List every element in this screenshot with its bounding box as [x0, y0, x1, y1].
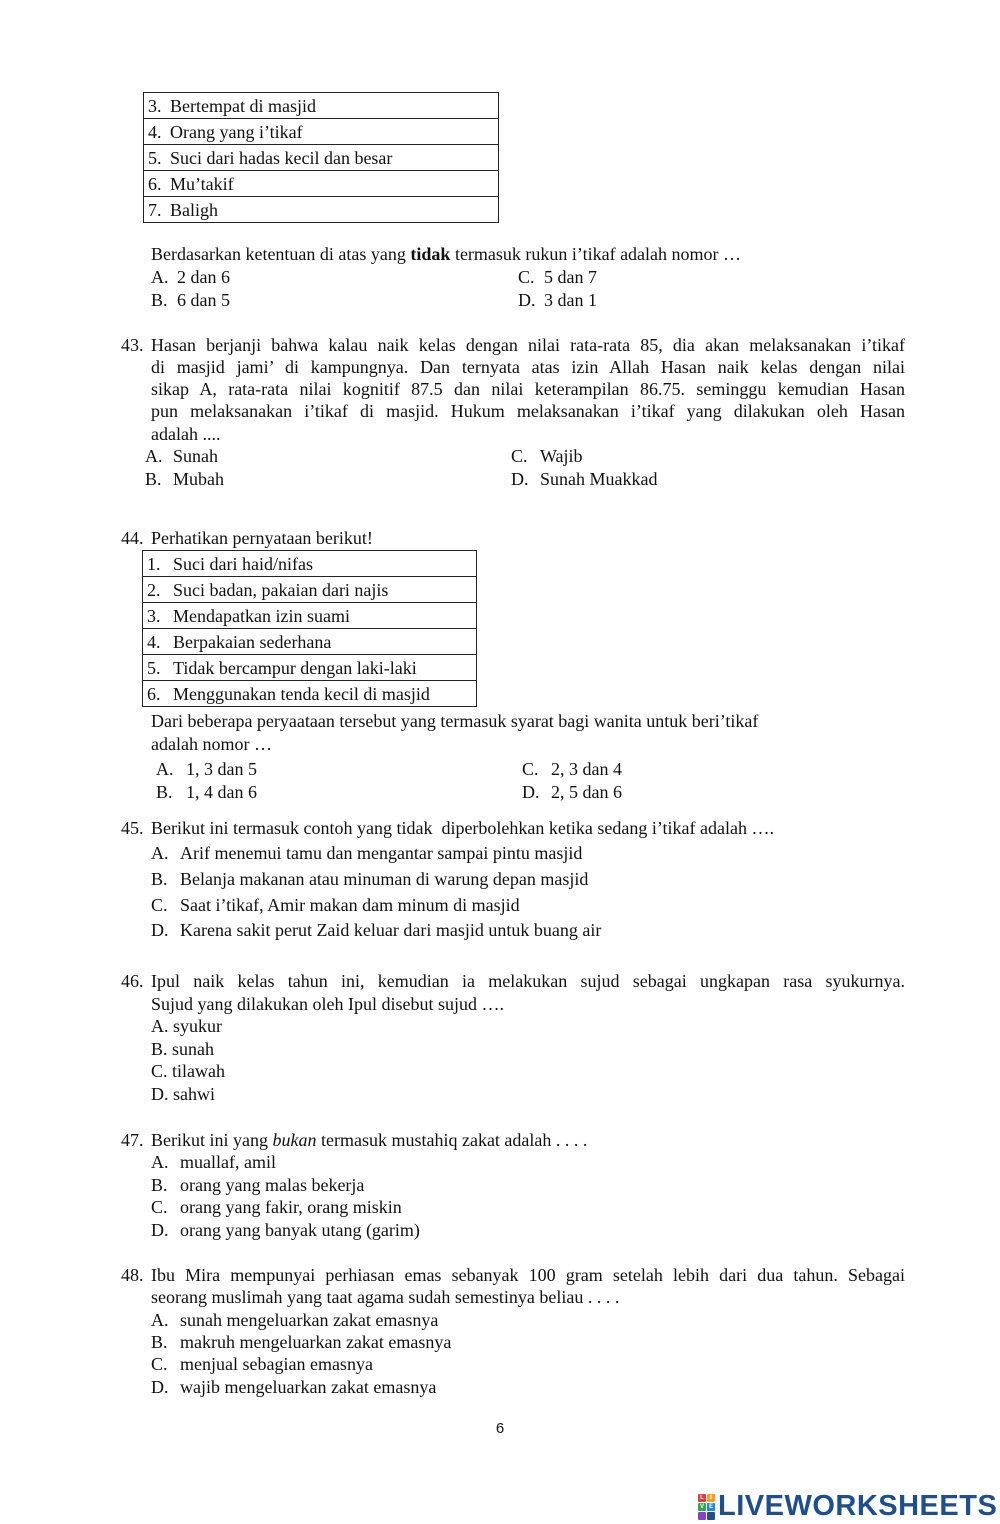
q46-number: 46.	[121, 971, 144, 991]
q44-after-line: adalah nomor …	[151, 734, 272, 754]
q42-option-d[interactable]: D. 3 dan 1	[518, 290, 597, 310]
table-row: 5. Tidak bercampur dengan laki-laki	[143, 655, 477, 681]
q45-stem: Berikut ini termasuk contoh yang tidak diperbolehkan ketika sedang i’tikaf adalah ….	[151, 818, 774, 838]
q44-number: 44.	[121, 528, 144, 548]
q43-stem-line: adalah ....	[151, 424, 221, 444]
q46-option-d[interactable]: D. sahwi	[151, 1084, 215, 1104]
q46-stem-line: Ipul naik kelas tahun ini, kemudian ia melakukan sujud sebagai ungkapan rasa syukurnya.	[151, 971, 905, 991]
q44-option-d[interactable]: D. 2, 5 dan 6	[522, 782, 622, 802]
q43-stem-line: Hasan berjanji bahwa kalau naik kelas dengan nilai rata-rata 85, dia akan melaksanakan i’tikaf	[151, 335, 905, 355]
liveworksheets-icon: L I V E	[698, 1494, 715, 1520]
q43-option-d[interactable]: D. Sunah Muakkad	[511, 469, 658, 489]
q44-stem: Perhatikan pernyataan berikut!	[151, 528, 373, 548]
table-row: 3. Mendapatkan izin suami	[143, 603, 477, 629]
table-row: 5. Suci dari hadas kecil dan besar	[144, 145, 499, 171]
q46-option-b[interactable]: B. sunah	[151, 1039, 214, 1059]
table-row: 2. Suci badan, pakaian dari najis	[143, 577, 477, 603]
q44-after-line: Dari beberapa peryaataan tersebut yang termasuk syarat bagi wanita untuk beri’tikaf	[151, 711, 759, 731]
q45-option-a[interactable]: A. Arif menemui tamu dan mengantar sampai pintu masjid	[151, 843, 583, 863]
liveworksheets-logo[interactable]	[698, 1490, 997, 1523]
q48-option-c[interactable]: C. menjual sebagian emasnya	[151, 1354, 373, 1374]
q44-option-b[interactable]: B. 1, 4 dan 6	[156, 782, 257, 802]
q46-option-a[interactable]: A. syukur	[151, 1016, 222, 1036]
table-row: 7. Baligh	[144, 197, 499, 223]
q48-stem-line: Ibu Mira mempunyai perhiasan emas sebanyak 100 gram setelah lebih dari dua tahun. Sebagai	[151, 1265, 905, 1285]
q42-option-a[interactable]: A. 2 dan 6	[151, 267, 230, 287]
q43-option-b[interactable]: B. Mubah	[145, 469, 224, 489]
page-number: 6	[495, 1420, 505, 1437]
table-row: 6. Mu’takif	[144, 171, 499, 197]
q47-stem: Berikut ini yang bukan termasuk mustahiq zakat adalah . . . .	[151, 1130, 588, 1150]
q45-option-c[interactable]: C. Saat i’tikaf, Amir makan dam minum di masjid	[151, 895, 520, 915]
q48-stem-line: seorang muslimah yang taat agama sudah semestinya beliau . . . .	[151, 1287, 620, 1307]
table-row: 4. Berpakaian sederhana	[143, 629, 477, 655]
q42-option-b[interactable]: B. 6 dan 5	[151, 290, 230, 310]
q47-option-d[interactable]: D. orang yang banyak utang (garim)	[151, 1220, 420, 1240]
q43-option-c[interactable]: C. Wajib	[511, 446, 583, 466]
q48-option-d[interactable]: D. wajib mengeluarkan zakat emasnya	[151, 1377, 437, 1397]
q42-stem: Berdasarkan ketentuan di atas yang tidak termasuk rukun i’tikaf adalah nomor …	[151, 244, 742, 264]
q43-option-a[interactable]: A. Sunah	[145, 446, 218, 466]
q45-number: 45.	[121, 818, 144, 838]
q46-option-c[interactable]: C. tilawah	[151, 1061, 225, 1081]
q47-option-c[interactable]: C. orang yang fakir, orang miskin	[151, 1197, 402, 1217]
q43-stem-line: pun melaksanakan i’tikaf di masjid. Hukum melaksanakan i’tikaf yang dilakukan oleh Hasan	[151, 401, 905, 421]
q45-option-d[interactable]: D. Karena sakit perut Zaid keluar dari masjid untuk buang air	[151, 920, 602, 940]
q47-option-a[interactable]: A. muallaf, amil	[151, 1152, 276, 1172]
q46-stem-line: Sujud yang dilakukan oleh Ipul disebut sujud ….	[151, 994, 504, 1014]
q45-option-b[interactable]: B. Belanja makanan atau minuman di warung depan masjid	[151, 869, 589, 889]
q43-number: 43.	[121, 335, 144, 355]
q43-stem-line: di masjid jami’ di kampungnya. Dan ternyata atas izin Allah Hasan naik kelas dengan nilai	[151, 357, 905, 377]
q44-table	[142, 550, 477, 707]
q42-option-c[interactable]: C. 5 dan 7	[518, 267, 597, 287]
brand-name: LIVEWORKSHEETS	[718, 1490, 998, 1522]
q47-option-b[interactable]: B. orang yang malas bekerja	[151, 1175, 365, 1195]
q48-option-a[interactable]: A. sunah mengeluarkan zakat emasnya	[151, 1310, 439, 1330]
table-row: 1. Suci dari haid/nifas	[143, 551, 477, 577]
table-row: 4. Orang yang i’tikaf	[144, 119, 499, 145]
q43-stem-line: sikap A, rata-rata nilai kognitif 87.5 dan nilai keterampilan 86.75. seminggu kemudian Hasan	[151, 379, 905, 399]
table-row: 6. Menggunakan tenda kecil di masjid	[143, 681, 477, 707]
q44-option-c[interactable]: C. 2, 3 dan 4	[522, 759, 622, 779]
q44-option-a[interactable]: A. 1, 3 dan 5	[156, 759, 257, 779]
q42-table	[143, 92, 499, 223]
q48-option-b[interactable]: B. makruh mengeluarkan zakat emasnya	[151, 1332, 452, 1352]
q48-number: 48.	[121, 1265, 144, 1285]
q47-number: 47.	[121, 1130, 144, 1150]
table-row: 3. Bertempat di masjid	[144, 93, 499, 119]
